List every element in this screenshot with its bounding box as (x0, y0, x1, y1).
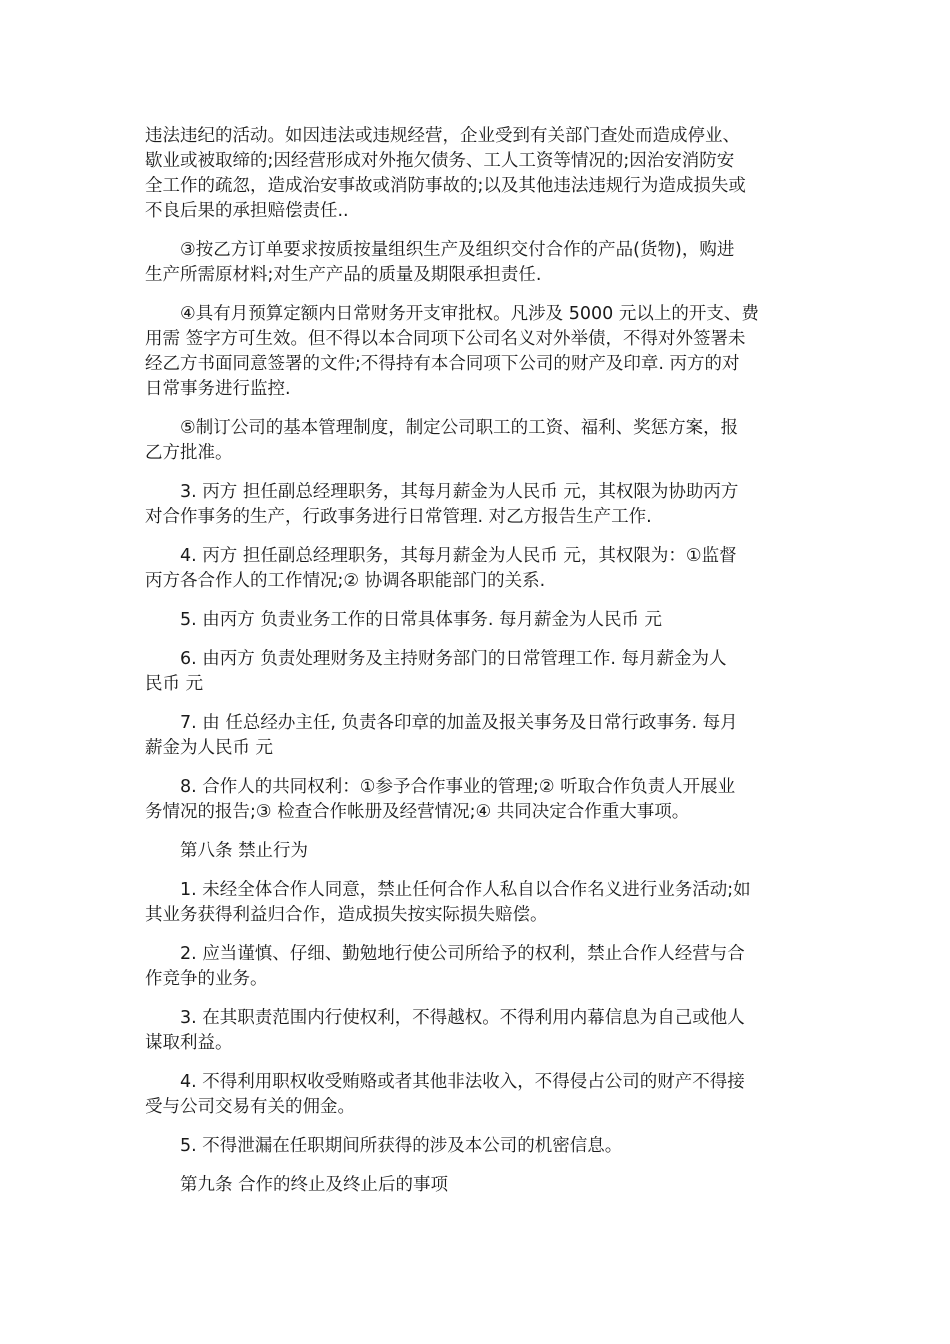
text-line: 全工作的疏忽，造成治安事故或消防事故的;以及其他违法违规行为造成损失或 (145, 176, 746, 196)
text-line: 5. 不得泄漏在任职期间所获得的涉及本公司的机密信息。 (180, 1136, 623, 1156)
text-line: 作竞争的业务。 (145, 969, 268, 989)
text-line: ⑤制订公司的基本管理制度，制定公司职工的工资、福利、奖惩方案，报 (180, 418, 739, 438)
prohibition-item-4 (145, 1070, 810, 1120)
text-line: 薪金为人民币 元 (145, 738, 274, 758)
paragraph-clause-4 (145, 544, 810, 594)
text-line: 务情况的报告;③ 检查合作帐册及经营情况;④ 共同决定合作重大事项。 (145, 802, 690, 822)
paragraph-illegal-activities (145, 124, 810, 224)
paragraph-item-5-circled (145, 416, 810, 466)
text-line: 3. 在其职责范围内行使权利，不得越权。不得利用内幕信息为自己或他人 (180, 1008, 745, 1028)
paragraph-clause-5 (145, 608, 810, 633)
paragraph-clause-3 (145, 480, 810, 530)
paragraph-item-3-circled (145, 238, 810, 288)
text-line: 经乙方书面同意签署的文件;不得持有本合同项下公司的财产及印章. 丙方的对 (145, 354, 740, 374)
section-heading-article-9: 第九条 合作的终止及终止后的事项 (180, 1175, 449, 1195)
text-line: 受与公司交易有关的佣金。 (145, 1097, 355, 1117)
prohibition-item-1 (145, 878, 810, 928)
text-line: 用需 签字方可生效。但不得以本合同项下公司名义对外举债，不得对外签署未 (145, 329, 746, 349)
text-line: 5. 由丙方 负责业务工作的日常具体事务. 每月薪金为人民币 元 (180, 610, 663, 630)
paragraph-clause-8 (145, 775, 810, 825)
prohibition-item-5 (145, 1134, 810, 1159)
text-line: 4. 丙方 担任副总经理职务，其每月薪金为人民币 元，其权限为：①监督 (180, 546, 737, 566)
section-heading-article-8: 第八条 禁止行为 (180, 841, 309, 861)
text-line: 歇业或被取缔的;因经营形成对外拖欠债务、工人工资等情况的;因治安消防安 (145, 151, 735, 171)
text-line: 日常事务进行监控. (145, 379, 291, 399)
text-line: 7. 由 任总经办主任, 负责各印章的加盖及报关事务及日常行政事务. 每月 (180, 713, 738, 733)
text-line: 4. 不得利用职权收受贿赂或者其他非法收入，不得侵占公司的财产不得接 (180, 1072, 745, 1092)
text-line: 谋取利益。 (145, 1033, 233, 1053)
text-line: 不良后果的承担赔偿责任.. (145, 201, 349, 221)
text-line: 丙方各合作人的工作情况;② 协调各职能部门的关系. (145, 571, 546, 591)
paragraph-clause-6 (145, 647, 810, 697)
text-line: 违法违纪的活动。如因违法或违规经营，企业受到有关部门查处而造成停业、 (145, 126, 740, 146)
document-body (145, 124, 810, 1212)
paragraph-item-4-circled (145, 302, 810, 402)
prohibition-item-3 (145, 1006, 810, 1056)
text-line: 3. 丙方 担任副总经理职务，其每月薪金为人民币 元，其权限为协助丙方 (180, 482, 739, 502)
text-line: 8. 合作人的共同权利：①参予合作事业的管理;② 听取合作负责人开展业 (180, 777, 736, 797)
prohibition-item-2 (145, 942, 810, 992)
text-line: 1. 未经全体合作人同意，禁止任何合作人私自以合作名义进行业务活动;如 (180, 880, 751, 900)
text-line: 6. 由丙方 负责处理财务及主持财务部门的日常管理工作. 每月薪金为人 (180, 649, 727, 669)
paragraph-clause-7 (145, 711, 810, 761)
text-line: 2. 应当谨慎、仔细、勤勉地行使公司所给予的权利，禁止合作人经营与合 (180, 944, 745, 964)
text-line: ③按乙方订单要求按质按量组织生产及组织交付合作的产品(货物)，购进 (180, 240, 735, 260)
text-line: 民币 元 (145, 674, 204, 694)
text-line: ④具有月预算定额内日常财务开支审批权。凡涉及 5000 元以上的开支、费 (180, 304, 759, 324)
text-line: 对合作事务的生产，行政事务进行日常管理. 对乙方报告生产工作. (145, 507, 652, 527)
text-line: 生产所需原材料;对生产产品的质量及期限承担责任. (145, 265, 542, 285)
text-line: 其业务获得利益归合作，造成损失按实际损失赔偿。 (145, 905, 548, 925)
text-line: 乙方批准。 (145, 443, 233, 463)
